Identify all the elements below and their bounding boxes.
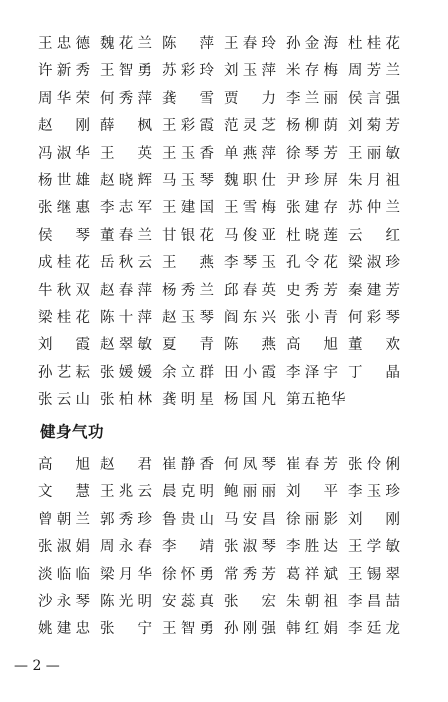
name-entry: 赵翠敏 (100, 337, 152, 354)
name-entry: 马安昌 (224, 511, 276, 528)
name-entry: 徐琴芳 (286, 145, 338, 162)
name-entry: 李胜达 (286, 539, 338, 556)
name-entry: 沙永琴 (38, 593, 90, 610)
name-entry: 徐丽影 (286, 511, 338, 528)
name-entry: 魏花兰 (100, 36, 152, 52)
name-entry: 龚 雪 (162, 90, 214, 107)
name-entry: 孙金海 (286, 36, 338, 52)
name-entry: 张 宏 (224, 593, 276, 610)
name-entry: 龚明星 (162, 392, 214, 409)
name-entry: 王雪梅 (224, 200, 276, 217)
name-entry: 高 旭 (286, 337, 338, 354)
name-entry: 韩红娟 (286, 621, 338, 638)
name-entry: 杨秀兰 (162, 282, 214, 299)
name-entry: 杜晓莲 (286, 227, 338, 244)
name-entry: 董春兰 (100, 227, 152, 244)
name-entry: 苏彩玲 (162, 63, 214, 80)
name-entry: 张建存 (286, 200, 338, 217)
name-entry: 刘玉萍 (224, 63, 276, 80)
name-entry: 王春玲 (224, 36, 276, 52)
name-entry: 张淑琴 (224, 539, 276, 556)
name-entry: 岳秋云 (100, 255, 152, 272)
name-entry: 魏职仕 (224, 172, 276, 189)
name-entry: 常秀芳 (224, 566, 276, 583)
name-entry: 赵晓辉 (100, 172, 152, 189)
name-entry: 李琴玉 (224, 255, 276, 272)
name-entry: 米存梅 (286, 63, 338, 80)
name-entry: 张 宁 (100, 621, 152, 638)
name-entry: 秦建芳 (348, 282, 400, 299)
section-heading-fitness-qigong: 健身气功 (40, 423, 105, 441)
name-entry: 第五艳华 (286, 392, 346, 409)
name-entry: 崔春芳 (286, 457, 338, 473)
name-entry: 李兰丽 (286, 90, 338, 107)
name-entry: 王锡翠 (348, 566, 400, 583)
name-list-general (38, 31, 410, 414)
name-entry: 张柏林 (100, 392, 152, 409)
name-entry: 梁月华 (100, 566, 152, 583)
name-entry: 周华荣 (38, 90, 90, 107)
name-entry: 杨国凡 (224, 392, 276, 409)
name-entry: 许新秀 (38, 63, 90, 80)
name-entry: 周芳兰 (348, 63, 400, 80)
name-entry: 余立群 (162, 364, 214, 381)
name-entry: 尹珍屏 (286, 172, 338, 189)
name-entry: 张云山 (38, 392, 90, 409)
name-entry: 张小青 (286, 309, 338, 326)
name-entry: 文 慧 (38, 484, 90, 501)
name-entry: 范灵芝 (224, 118, 276, 135)
name-entry: 崔静香 (162, 457, 214, 473)
name-entry: 安蕊真 (162, 593, 214, 610)
name-entry: 陈光明 (100, 593, 152, 610)
name-entry: 王玉香 (162, 145, 214, 162)
name-entry: 董 欢 (348, 337, 400, 354)
name-entry: 侯言强 (348, 90, 400, 107)
name-entry: 牛秋双 (38, 282, 90, 299)
name-entry: 夏 青 (162, 337, 214, 354)
name-entry: 杜桂花 (348, 36, 400, 52)
page-number: — 2 — (14, 658, 60, 674)
name-entry: 王丽敏 (348, 145, 400, 162)
name-entry: 王智勇 (162, 621, 214, 638)
name-entry: 赵 刚 (38, 118, 90, 135)
name-entry: 张伶俐 (348, 457, 400, 473)
name-entry: 李泽宇 (286, 364, 338, 381)
name-entry: 梁淑珍 (348, 255, 400, 272)
name-entry: 徐怀勇 (162, 566, 214, 583)
name-entry: 何秀萍 (100, 90, 152, 107)
name-entry: 陈十萍 (100, 309, 152, 326)
name-entry: 张媛媛 (100, 364, 152, 381)
name-entry: 晨克明 (162, 484, 214, 501)
name-entry: 何凤琴 (224, 457, 276, 473)
name-entry: 杨世雄 (38, 172, 90, 189)
name-entry: 陈 燕 (224, 337, 276, 354)
name-entry: 云 红 (348, 227, 400, 244)
name-entry: 成桂花 (38, 255, 90, 272)
name-entry: 朱朝祖 (286, 593, 338, 610)
name-entry: 赵 君 (100, 457, 152, 473)
name-entry: 姚建忠 (38, 621, 90, 638)
name-entry: 王智勇 (100, 63, 152, 80)
name-entry: 李志军 (100, 200, 152, 217)
name-entry: 刘菊芳 (348, 118, 400, 135)
name-list-fitness-qigong (38, 452, 410, 644)
name-entry: 何彩琴 (348, 309, 400, 326)
name-entry: 李 靖 (162, 539, 214, 556)
name-entry: 李玉珍 (348, 484, 400, 501)
name-entry: 王兆云 (100, 484, 152, 501)
name-entry: 高 旭 (38, 457, 90, 473)
name-entry: 刘 刚 (348, 511, 400, 528)
name-entry: 鲁贵山 (162, 511, 214, 528)
name-entry: 葛祥斌 (286, 566, 338, 583)
name-entry: 周永春 (100, 539, 152, 556)
name-entry: 苏仲兰 (348, 200, 400, 217)
name-entry: 赵玉琴 (162, 309, 214, 326)
name-entry: 冯淑华 (38, 145, 90, 162)
name-entry: 王 燕 (162, 255, 214, 272)
name-entry: 孙艺耘 (38, 364, 90, 381)
name-entry: 淡临临 (38, 566, 90, 583)
name-entry: 赵春萍 (100, 282, 152, 299)
name-entry: 张淑娟 (38, 539, 90, 556)
name-entry: 贾 力 (224, 90, 276, 107)
name-entry: 孙刚强 (224, 621, 276, 638)
name-entry: 薛 枫 (100, 118, 152, 135)
name-entry: 王彩霞 (162, 118, 214, 135)
name-entry: 郭秀珍 (100, 511, 152, 528)
name-entry: 田小霞 (224, 364, 276, 381)
name-entry: 单燕萍 (224, 145, 276, 162)
name-entry: 王学敏 (348, 539, 400, 556)
name-entry: 李廷龙 (348, 621, 400, 638)
name-entry: 杨柳荫 (286, 118, 338, 135)
name-entry: 马玉琴 (162, 172, 214, 189)
name-entry: 甘银花 (162, 227, 214, 244)
name-entry: 刘 霞 (38, 337, 90, 354)
name-entry: 李昌喆 (348, 593, 400, 610)
name-entry: 邱春英 (224, 282, 276, 299)
name-entry: 梁桂花 (38, 309, 90, 326)
name-entry: 张继惠 (38, 200, 90, 217)
name-entry: 孔令花 (286, 255, 338, 272)
name-entry: 史秀芳 (286, 282, 338, 299)
name-entry: 王建国 (162, 200, 214, 217)
name-entry: 阎东兴 (224, 309, 276, 326)
name-entry: 朱月祖 (348, 172, 400, 189)
name-entry: 王 英 (100, 145, 152, 162)
name-entry: 陈 萍 (162, 36, 214, 52)
name-entry: 曾朝兰 (38, 511, 90, 528)
name-entry: 王忠德 (38, 36, 90, 52)
name-entry: 丁 晶 (348, 364, 400, 381)
name-entry: 刘 平 (286, 484, 338, 501)
name-entry: 鲍丽丽 (224, 484, 276, 501)
name-entry: 侯 琴 (38, 227, 90, 244)
name-entry: 马俊亚 (224, 227, 276, 244)
